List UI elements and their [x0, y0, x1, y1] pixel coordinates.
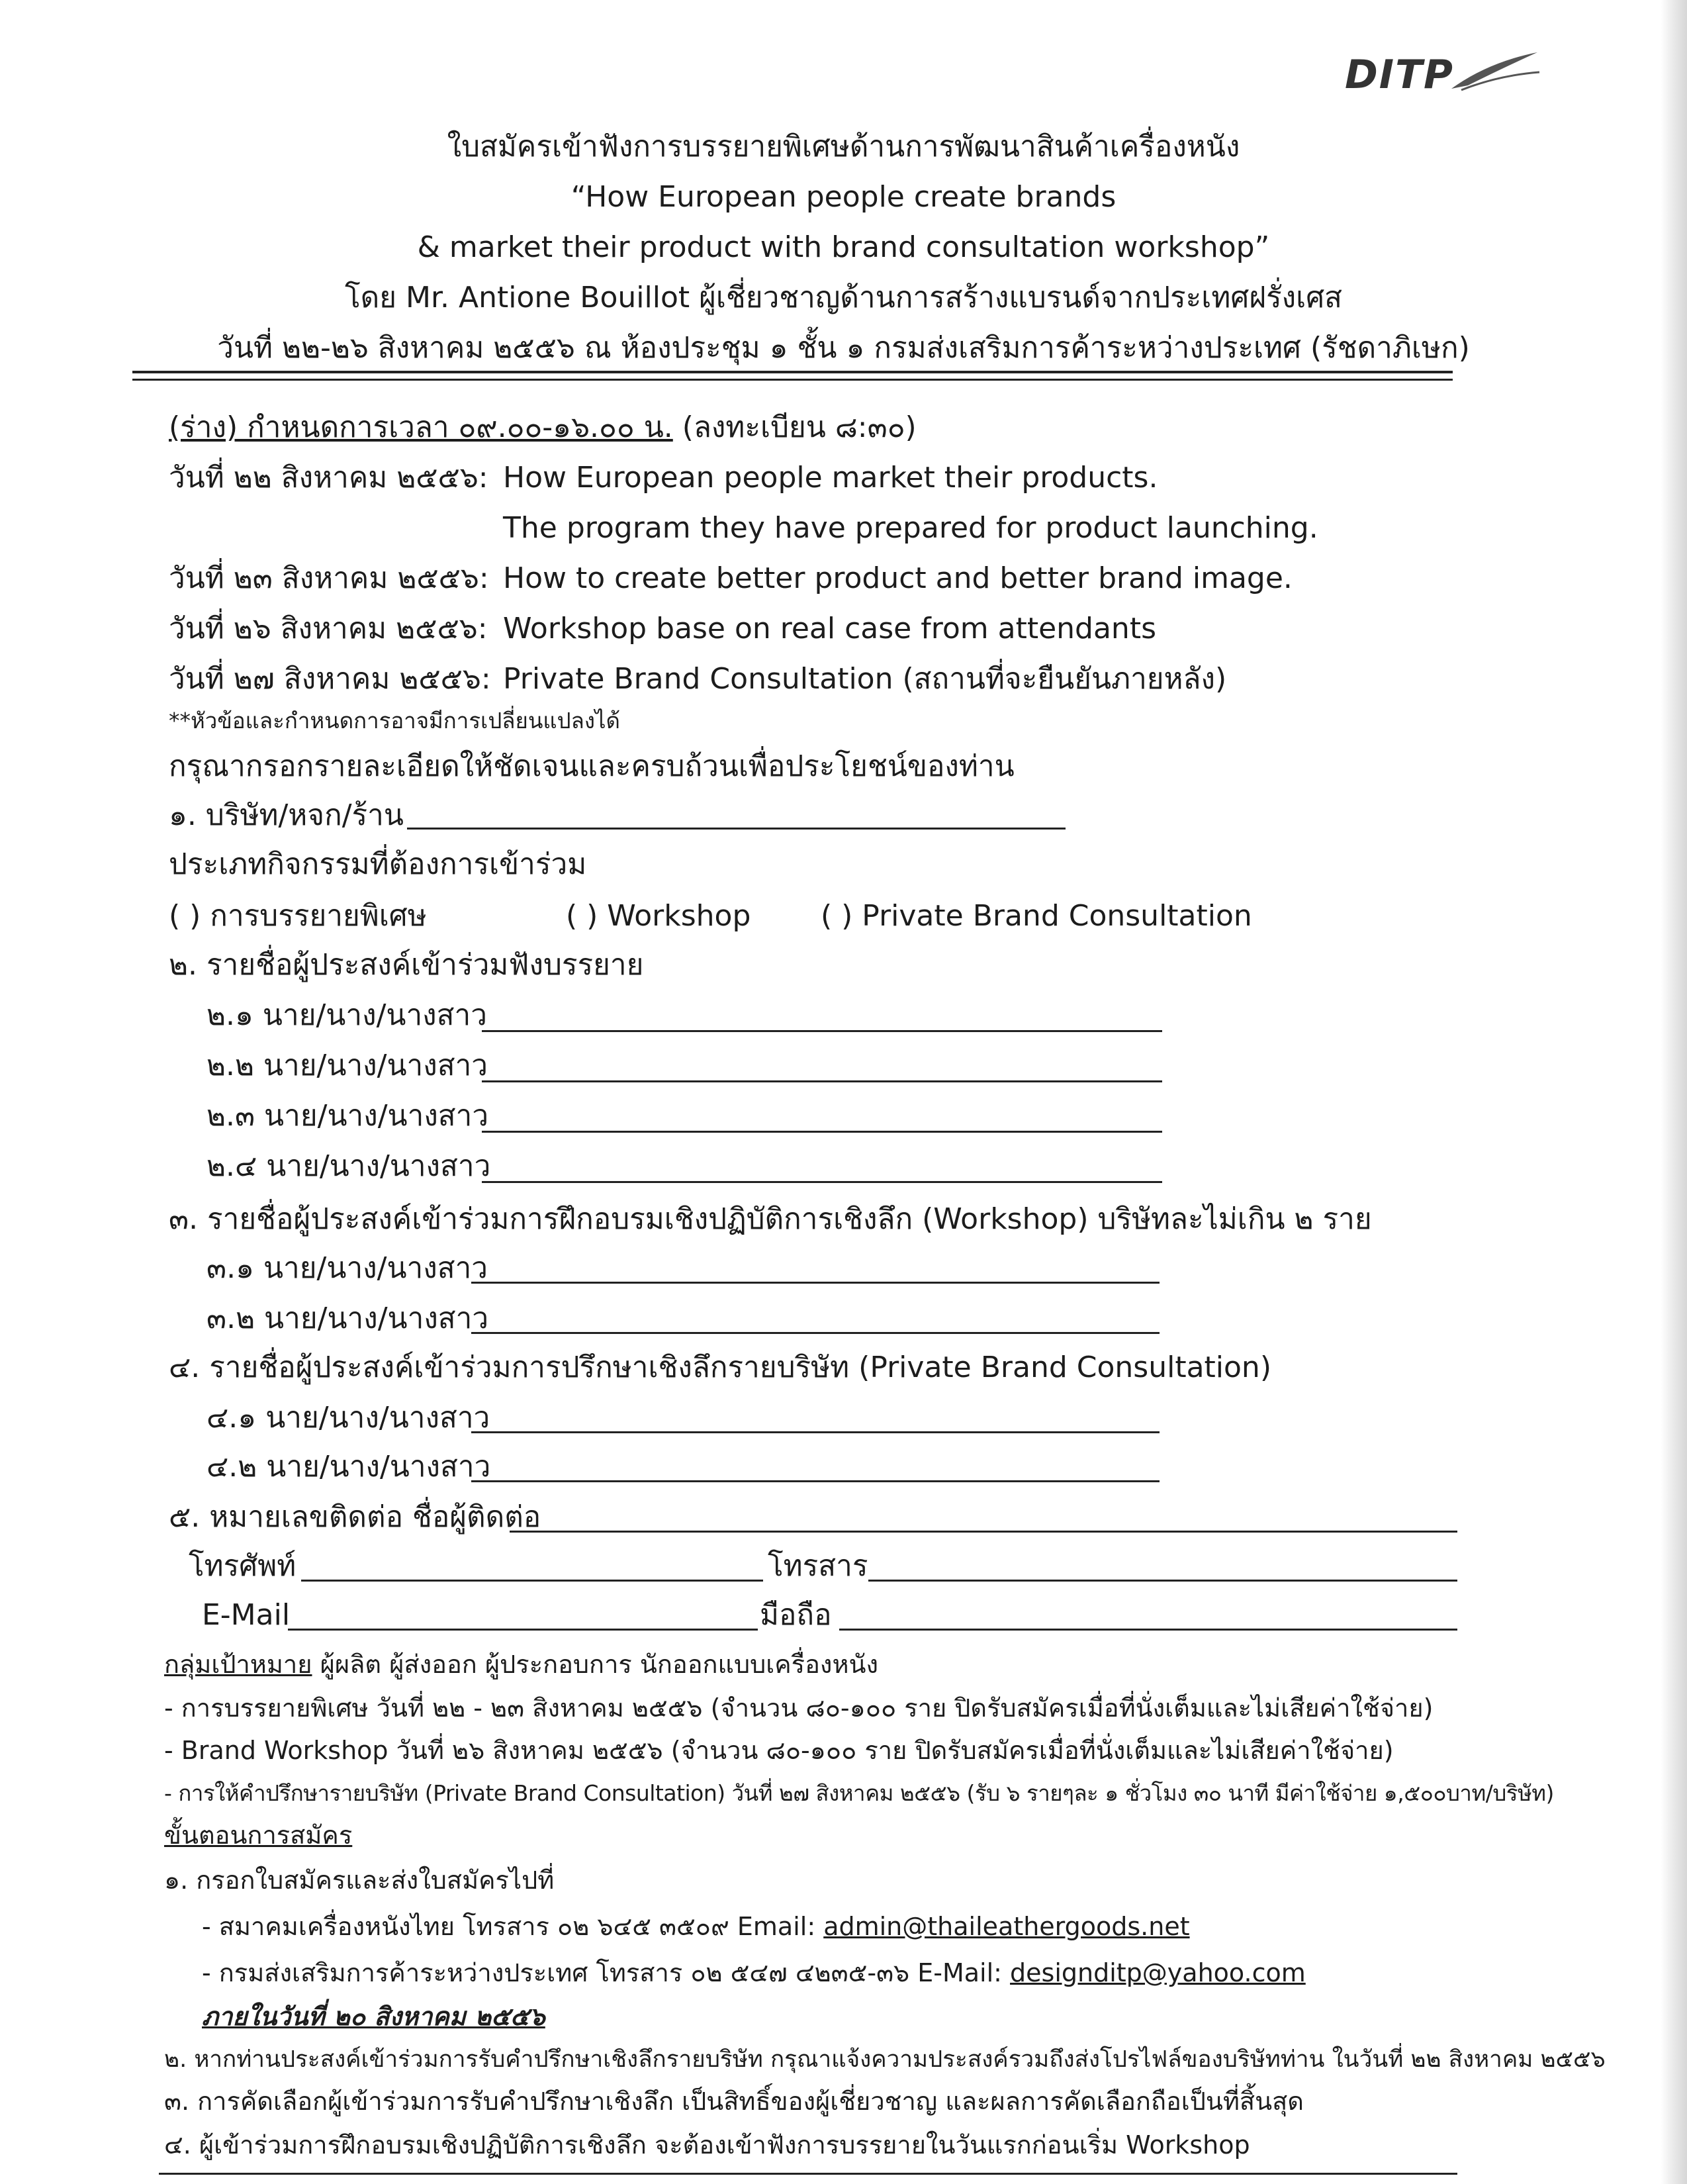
header-date-venue: วันที่ ๒๒-๒๖ สิงหาคม ๒๕๕๖ ณ ห้องประชุม ๑ ชั้น ๑ กรมส่งเสริมการค้าระหว่างประเทศ (รัชดาภิเษก) — [217, 331, 1470, 365]
attendee-input-line[interactable] — [482, 1080, 1162, 1082]
phone-label: โทรศัพท์ — [189, 1549, 296, 1583]
email-label: E-Mail — [202, 1598, 291, 1632]
target-item: - การบรรยายพิเศษ วันที่ ๒๒ - ๒๓ สิงหาคม ๒๕๕๖ (จำนวน ๘๐-๑๐๐ ราย ปิดรับสมัครเมื่อที่นั่งเต็มและไม่เสียค่าใช้จ่าย) — [164, 1693, 1434, 1723]
attendee-input-line[interactable] — [482, 1181, 1162, 1183]
company-label: ๑. บริษัท/หจก/ร้าน — [169, 798, 404, 832]
consultation-attendee-input-line[interactable] — [471, 1480, 1160, 1482]
consultation-attendee-label: ๔.๑ นาย/นาง/นางสาว — [206, 1401, 490, 1435]
consultation-attendee-input-line[interactable] — [471, 1431, 1160, 1433]
option-private-consultation[interactable]: ( ) Private Brand Consultation — [821, 899, 1252, 933]
email-link-designditp[interactable]: designditp@yahoo.com — [1010, 1958, 1306, 1987]
email-input-line[interactable] — [288, 1629, 758, 1631]
mobile-label: มือถือ — [760, 1598, 832, 1632]
procedure-title: ขั้นตอนการสมัคร — [164, 1821, 353, 1850]
schedule-heading-registration: (ลงทะเบียน ๘:๓๐) — [672, 410, 917, 444]
target-item: - Brand Workshop วันที่ ๒๖ สิงหาคม ๒๕๕๖ (จำนวน ๘๐-๑๐๐ ราย ปิดรับสมัครเมื่อที่นั่งเต็มและไม่เสียค่าใช้จ่าย) — [164, 1736, 1394, 1765]
procedure-step-3: ๓. การคัดเลือกผู้เข้าร่วมการรับคำปรึกษาเชิงลึก เป็นสิทธิ์ของผู้เชี่ยวชาญ และผลการคัดเลือกถือเป็นที่สิ้นสุด — [164, 2087, 1304, 2116]
attendee-input-line[interactable] — [482, 1131, 1162, 1133]
header-divider-1 — [132, 371, 1453, 373]
header-title-en-2: & market their product with brand consultation workshop” — [417, 230, 1270, 264]
ditp-swoosh-icon — [1448, 49, 1541, 95]
schedule-topic: The program they have prepared for product launching. — [503, 511, 1318, 545]
option-workshop[interactable]: ( ) Workshop — [566, 899, 751, 933]
schedule-date: วันที่ ๒๒ สิงหาคม ๒๕๕๖: — [169, 461, 488, 495]
email-link-admin[interactable]: admin@thaileathergoods.net — [823, 1912, 1190, 1941]
target-group-text: ผู้ผลิต ผู้ส่งออก ผู้ประกอบการ นักออกแบบเครื่องหนัง — [312, 1650, 879, 1679]
schedule-date: วันที่ ๒๗ สิงหาคม ๒๕๕๖: — [169, 662, 491, 696]
deadline: ภายในวันที่ ๒๐ สิงหาคม ๒๕๕๖ — [202, 2002, 545, 2031]
contact-thai-leather-text: - สมาคมเครื่องหนังไทย โทรสาร ๐๒ ๖๔๕ ๓๕๐๙ Email: — [202, 1912, 824, 1941]
header-title-en-1: “How European people create brands — [570, 180, 1117, 214]
section4-title: ๔. รายชื่อผู้ประสงค์เข้าร่วมการปรึกษาเชิงลึกรายบริษัท (Private Brand Consultation) — [169, 1351, 1271, 1384]
mobile-input-line[interactable] — [839, 1629, 1457, 1631]
contact-thai-leather — [202, 1911, 1190, 1942]
attendee-label: ๒.๓ นาย/นาง/นางสาว — [206, 1099, 489, 1133]
attendee-label: ๒.๑ นาย/นาง/นางสาว — [206, 998, 487, 1032]
schedule-heading — [169, 410, 917, 445]
procedure-step-1: ๑. กรอกใบสมัครและส่งใบสมัครไปที่ — [164, 1866, 555, 1895]
target-group-label: กลุ่มเป้าหมาย — [164, 1650, 312, 1679]
attendee-label: ๒.๒ นาย/นาง/นางสาว — [206, 1049, 488, 1082]
fax-label: โทรสาร — [768, 1549, 868, 1583]
attendee-label: ๒.๔ นาย/นาง/นางสาว — [206, 1149, 491, 1183]
section3-title: ๓. รายชื่อผู้ประสงค์เข้าร่วมการฝึกอบรมเชิงปฏิบัติการเชิงลึก (Workshop) บริษัทละไม่เกิน ๒ ราย — [169, 1202, 1372, 1236]
phone-input-line[interactable] — [301, 1580, 763, 1582]
schedule-topic: How to create better product and better brand image. — [503, 561, 1293, 595]
activity-type-label: ประเภทกิจกรรมที่ต้องการเข้าร่วม — [169, 847, 587, 881]
procedure-step-2: ๒. หากท่านประสงค์เข้าร่วมการรับคำปรึกษาเชิงลึกรายบริษัท กรุณาแจ้งความประสงค์รวมถึงส่งโปรไฟล์ของบริษัทท่าน ในวันที่ ๒๒ สิงหาคม ๒๕๕๖ — [164, 2046, 1606, 2073]
header-divider-2 — [132, 379, 1453, 381]
schedule-date: วันที่ ๒๖ สิงหาคม ๒๕๕๖: — [169, 612, 488, 645]
workshop-attendee-label: ๓.๒ นาย/นาง/นางสาว — [206, 1302, 489, 1335]
form-instruction: กรุณากรอกรายละเอียดให้ชัดเจนและครบถ้วนเพื่อประโยชน์ของท่าน — [169, 749, 1015, 783]
procedure-step-4: ๔. ผู้เข้าร่วมการฝึกอบรมเชิงปฏิบัติการเชิงลึก จะต้องเข้าฟังการบรรยายในวันแรกก่อนเริ่ม Workshop — [164, 2130, 1250, 2160]
schedule-heading-underlined: (ร่าง) กำหนดการเวลา ๐๙.๐๐-๑๖.๐๐ น. — [169, 410, 673, 444]
fax-input-line[interactable] — [868, 1580, 1457, 1582]
schedule-topic: Private Brand Consultation (สถานที่จะยืนยันภายหลัง) — [503, 662, 1227, 696]
attendee-input-line[interactable] — [482, 1030, 1162, 1032]
contact-name-input-line[interactable] — [510, 1531, 1457, 1533]
ditp-logo: DITP — [1345, 52, 1455, 98]
header-title-thai: ใบสมัครเข้าฟังการบรรยายพิเศษด้านการพัฒนาสินค้าเครื่องหนัง — [447, 130, 1240, 164]
contact-ditp — [202, 1957, 1306, 1989]
schedule-topic: Workshop base on real case from attendants — [503, 612, 1156, 645]
contact-ditp-text: - กรมส่งเสริมการค้าระหว่างประเทศ โทรสาร ๐๒ ๕๔๗ ๔๒๓๕-๓๖ E-Mail: — [202, 1958, 1011, 1987]
consultation-attendee-label: ๔.๒ นาย/นาง/นางสาว — [206, 1450, 491, 1484]
header-speaker: โดย Mr. Antione Bouillot ผู้เชี่ยวชาญด้านการสร้างแบรนด์จากประเทศฝรั่งเศส — [345, 281, 1342, 314]
option-special-lecture[interactable]: ( ) การบรรยายพิเศษ — [169, 899, 427, 933]
schedule-note: **หัวข้อและกำหนดการอาจมีการเปลี่ยนแปลงได้ — [169, 708, 620, 734]
workshop-attendee-input-line[interactable] — [471, 1332, 1160, 1334]
page-edge-shadow — [1661, 0, 1687, 2184]
footer-divider — [159, 2173, 1457, 2175]
schedule-date: วันที่ ๒๓ สิงหาคม ๒๕๕๖: — [169, 561, 489, 595]
workshop-attendee-input-line[interactable] — [471, 1282, 1160, 1284]
section2-title: ๒. รายชื่อผู้ประสงค์เข้าร่วมฟังบรรยาย — [169, 948, 644, 982]
schedule-topic: How European people market their products. — [503, 461, 1158, 495]
target-item: - การให้คำปรึกษารายบริษัท (Private Brand Consultation) วันที่ ๒๗ สิงหาคม ๒๕๕๖ (รับ ๖ รายๆละ ๑ ชั่วโมง ๓๐ นาที มีค่าใช้จ่าย ๑,๕๐๐บาท/บริษัท) — [164, 1780, 1554, 1806]
company-input-line[interactable] — [407, 828, 1066, 830]
workshop-attendee-label: ๓.๑ นาย/นาง/นางสาว — [206, 1251, 488, 1285]
section5-title: ๕. หมายเลขติดต่อ ชื่อผู้ติดต่อ — [169, 1500, 541, 1534]
target-group — [164, 1648, 878, 1680]
